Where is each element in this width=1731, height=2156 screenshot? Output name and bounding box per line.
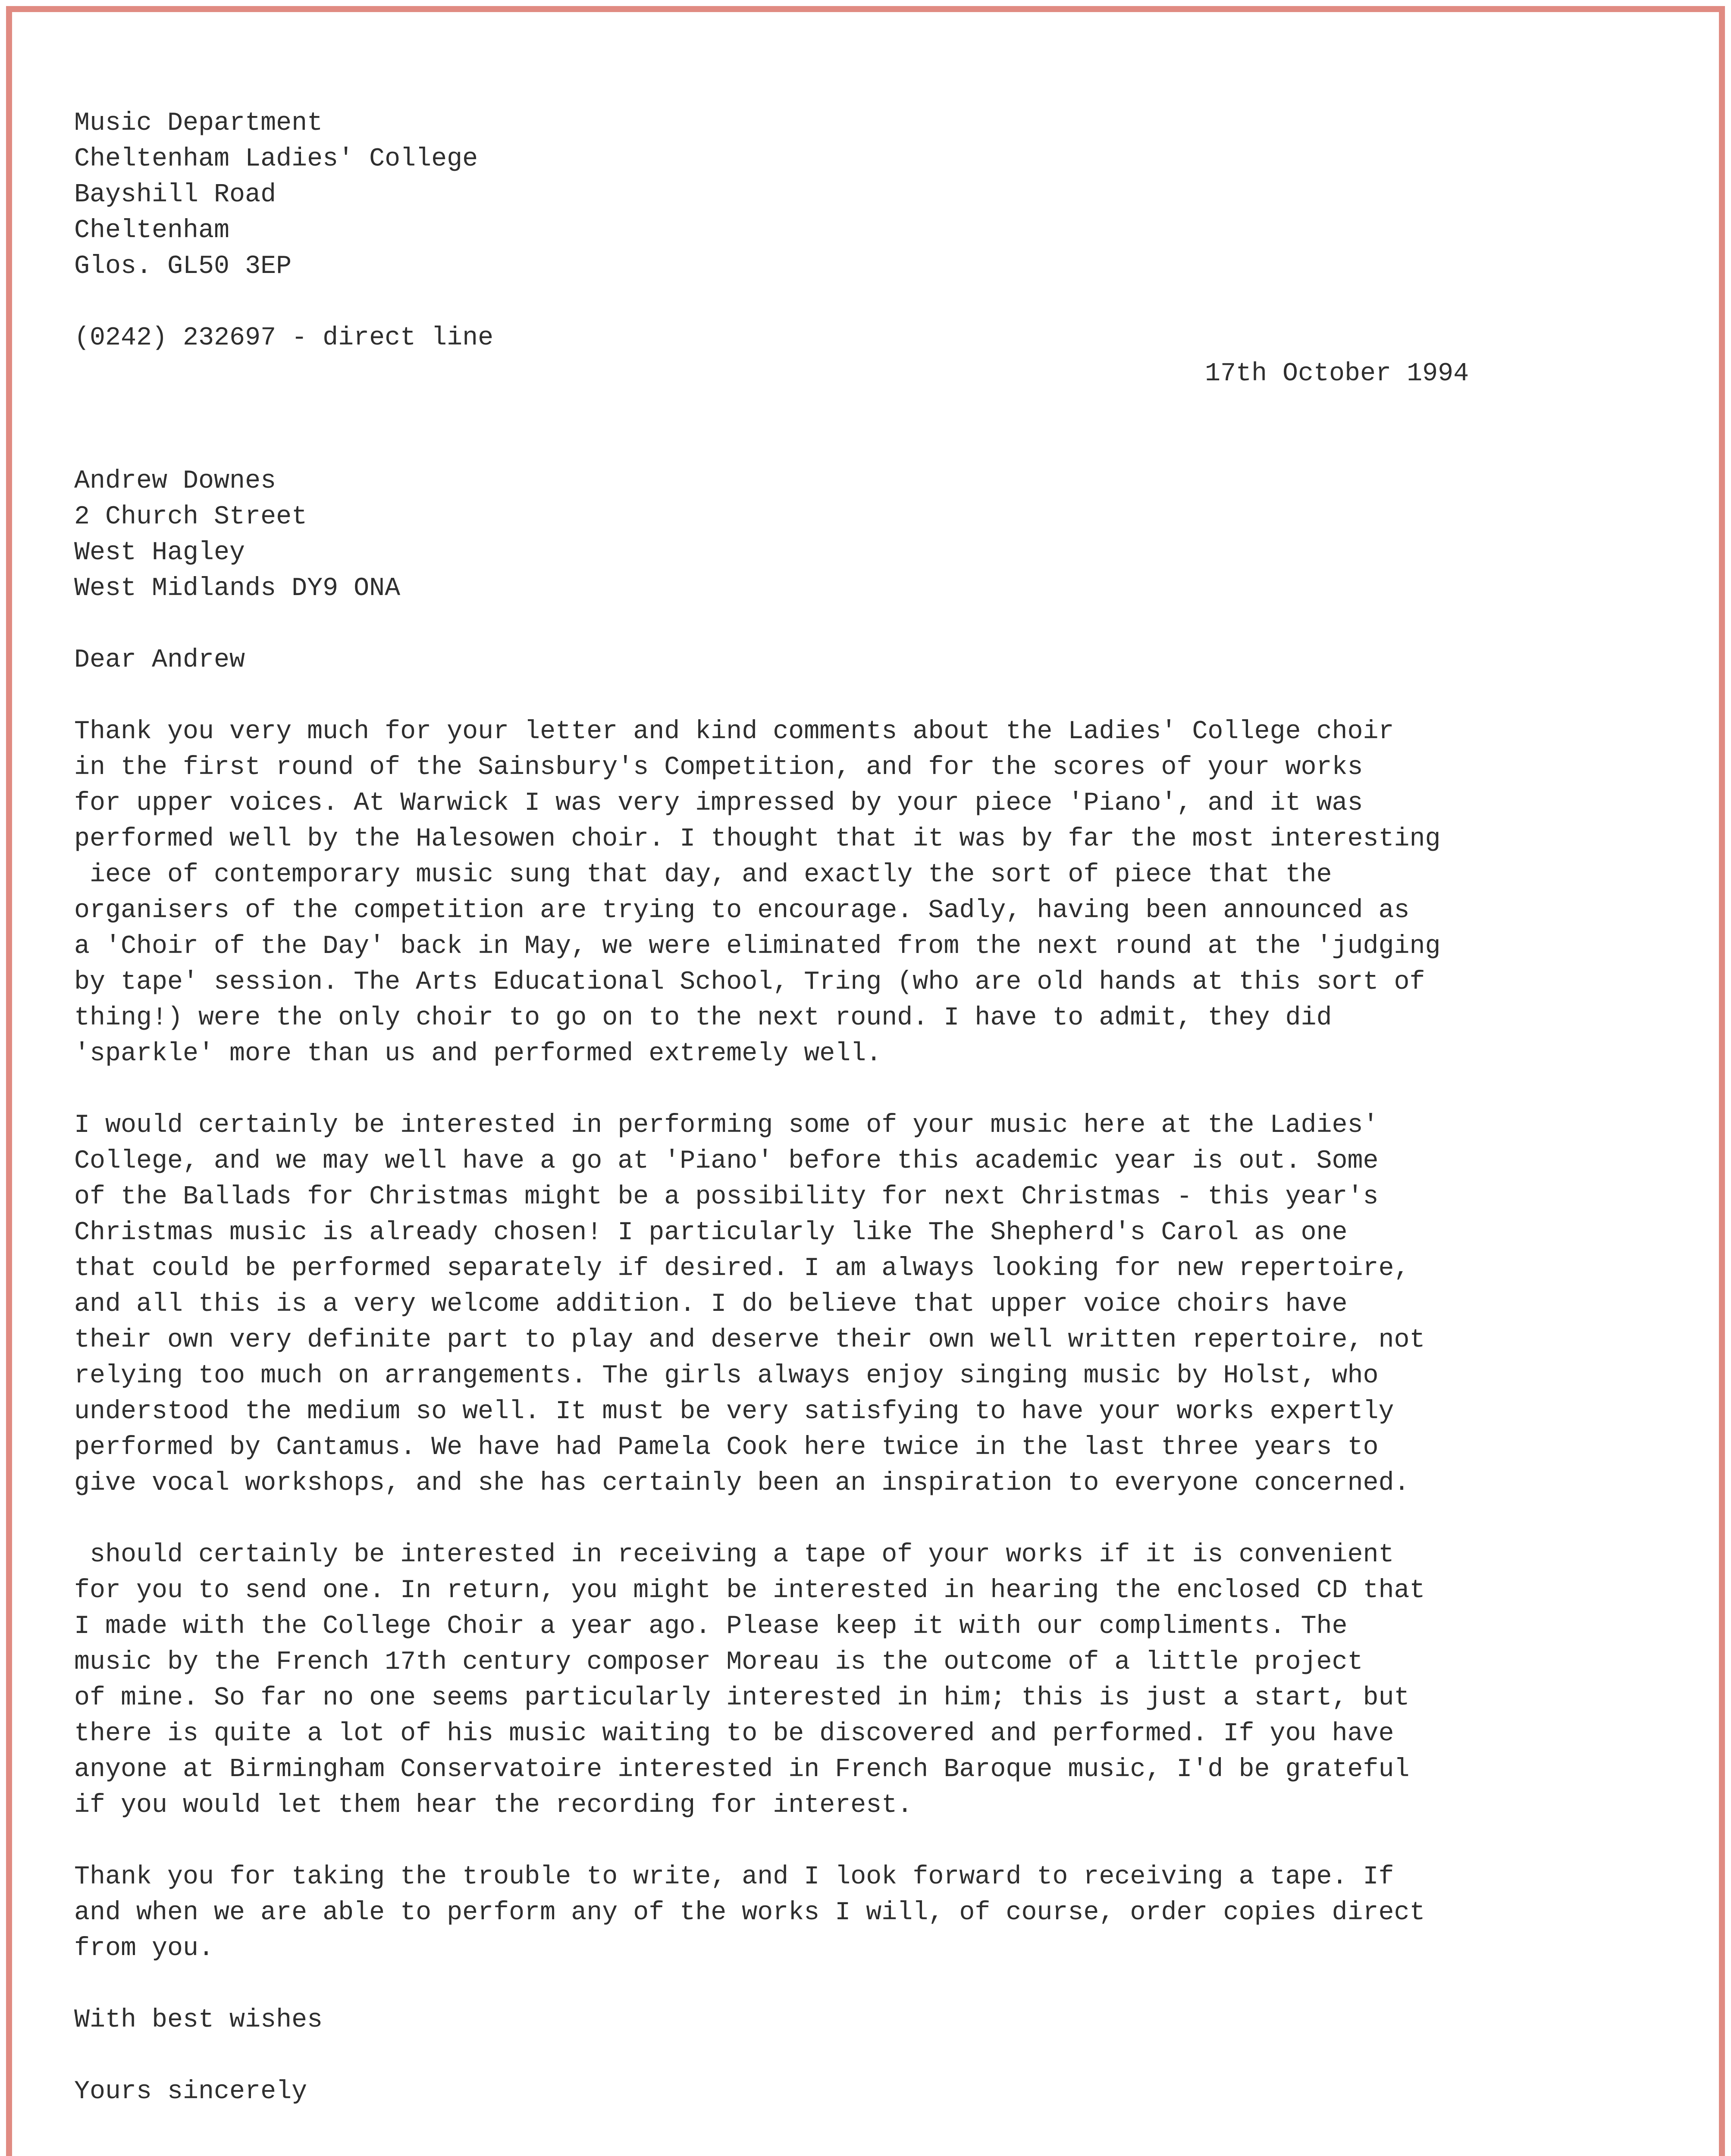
paragraph-line: music by the French 17th century composer Moreau is the outcome of a little project — [74, 1648, 1363, 1677]
letter-body — [74, 106, 1670, 2156]
paragraph-line: iece of contemporary music sung that day, and exactly the sort of piece that the — [74, 860, 1332, 890]
paragraph-line: understood the medium so well. It must be very satisfying to have your works expertly — [74, 1397, 1394, 1426]
paragraph-line: for you to send one. In return, you might be interested in hearing the enclosed CD that — [74, 1576, 1425, 1605]
paragraph-line: Thank you very much for your letter and kind comments about the Ladies' College choir — [74, 717, 1394, 746]
paragraph-line: performed by Cantamus. We have had Pamela Cook here twice in the last three years to — [74, 1433, 1379, 1462]
paragraph-line: I would certainly be interested in performing some of your music here at the Ladies' — [74, 1111, 1379, 1140]
paragraph-line: of the Ballads for Christmas might be a possibility for next Christmas - this year's — [74, 1182, 1379, 1212]
recipient-line: West Hagley — [74, 538, 245, 567]
paragraph-line: Thank you for taking the trouble to write, and I look forward to receiving a tape. If — [74, 1862, 1394, 1892]
paragraph-line: thing!) were the only choir to go on to the next round. I have to admit, they did — [74, 1003, 1332, 1033]
paragraph-line: their own very definite part to play and deserve their own well written repertoire, not — [74, 1326, 1425, 1355]
sign-off: Yours sincerely — [74, 2077, 307, 2106]
paragraph-line: in the first round of the Sainsbury's Competition, and for the scores of your works — [74, 753, 1363, 782]
paragraph-1 — [74, 714, 1670, 1072]
paragraph-line: should certainly be interested in receiving a tape of your works if it is convenient — [74, 1540, 1394, 1570]
paragraph-line: from you. — [74, 1934, 214, 1963]
paragraph-line: there is quite a lot of his music waiting to be discovered and performed. If you have — [74, 1719, 1394, 1749]
paragraph-line: that could be performed separately if desired. I am always looking for new repertoire, — [74, 1254, 1410, 1283]
paragraph-line: 'sparkle' more than us and performed extremely well. — [74, 1039, 882, 1069]
paragraph-line: anyone at Birmingham Conservatoire interested in French Baroque music, I'd be grateful — [74, 1755, 1410, 1784]
salutation: Dear Andrew — [74, 646, 245, 675]
paragraph-line: give vocal workshops, and she has certainly been an inspiration to everyone concerned. — [74, 1469, 1410, 1498]
closing: With best wishes — [74, 2006, 323, 2035]
sender-line: Cheltenham — [74, 216, 230, 245]
sender-line: Bayshill Road — [74, 180, 276, 210]
sender-line: Glos. GL50 3EP — [74, 252, 292, 281]
recipient-address — [74, 464, 1670, 607]
paragraph-line: if you would let them hear the recording for interest. — [74, 1791, 913, 1820]
paragraph-line: I made with the College Choir a year ago. Please keep it with our compliments. The — [74, 1612, 1348, 1641]
paragraph-line: a 'Choir of the Day' back in May, we were eliminated from the next round at the 'judging — [74, 932, 1441, 961]
paragraph-line: relying too much on arrangements. The girls always enjoy singing music by Holst, who — [74, 1361, 1379, 1391]
paragraph-line: organisers of the competition are trying to encourage. Sadly, having been announced as — [74, 896, 1410, 925]
sender-line: Cheltenham Ladies' College — [74, 144, 478, 174]
paragraph-2 — [74, 1108, 1670, 1501]
recipient-line: Andrew Downes — [74, 467, 276, 496]
paragraph-3 — [74, 1537, 1670, 1824]
paragraph-4 — [74, 1859, 1670, 1967]
paragraph-line: College, and we may well have a go at 'Piano' before this academic year is out. Some — [74, 1147, 1379, 1176]
sender-line: Music Department — [74, 109, 323, 138]
paragraph-line: performed well by the Halesowen choir. I thought that it was by far the most interesting — [74, 824, 1441, 854]
paragraph-line: of mine. So far no one seems particularly interested in him; this is just a start, but — [74, 1683, 1410, 1713]
paragraph-line: and all this is a very welcome addition. I do believe that upper voice choirs have — [74, 1290, 1348, 1319]
recipient-line: 2 Church Street — [74, 502, 307, 532]
paragraph-line: for upper voices. At Warwick I was very impressed by your piece 'Piano', and it was — [74, 789, 1363, 818]
paragraph-line: by tape' session. The Arts Educational School, Tring (who are old hands at this sort of — [74, 968, 1425, 997]
sender-phone: (0242) 232697 - direct line — [74, 323, 494, 353]
recipient-line: West Midlands DY9 ONA — [74, 574, 401, 603]
sender-address — [74, 106, 1670, 285]
paragraph-line: and when we are able to perform any of the works I will, of course, order copies direct — [74, 1898, 1425, 1927]
paragraph-line: Christmas music is already chosen! I particularly like The Shepherd's Carol as one — [74, 1218, 1348, 1247]
letter-date: 17th October 1994 — [1205, 359, 1469, 389]
